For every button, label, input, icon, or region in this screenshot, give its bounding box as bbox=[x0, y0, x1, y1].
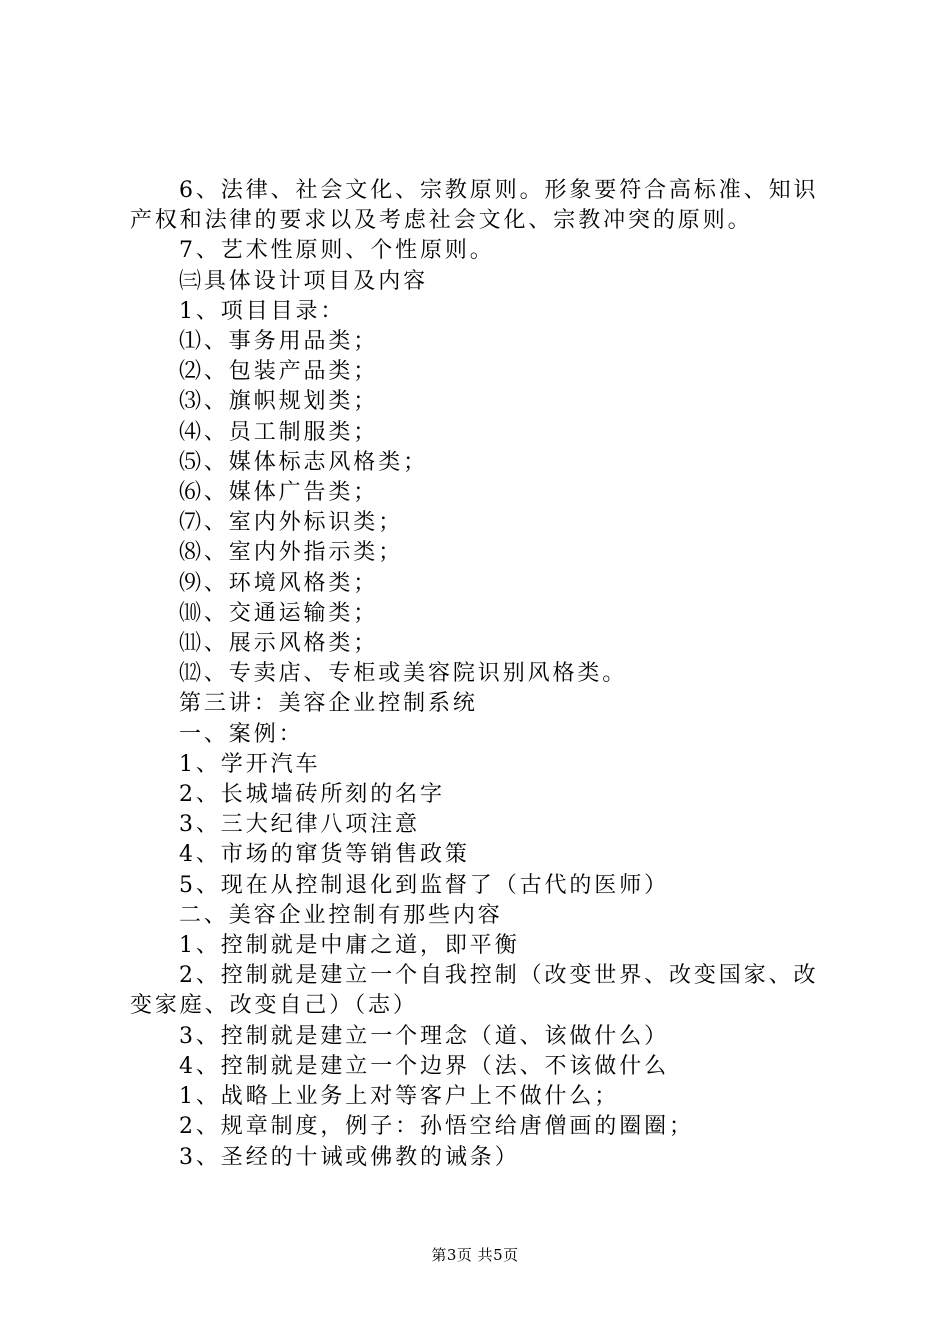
document-body bbox=[130, 176, 830, 1173]
paragraph: 二、美容企业控制有那些内容 bbox=[179, 902, 503, 928]
paragraph: 4、控制就是建立一个边界（法、不该做什么 bbox=[179, 1053, 669, 1079]
paragraph: ⑽、交通运输类； bbox=[179, 600, 379, 626]
paragraph: 5、现在从控制退化到监督了（古代的医师） bbox=[179, 872, 669, 898]
paragraph: 1、控制就是中庸之道，即平衡 bbox=[179, 933, 520, 959]
paragraph: 一、案例： bbox=[179, 721, 304, 747]
paragraph: 3、三大纪律八项注意 bbox=[179, 812, 420, 838]
paragraph: 1、战略上业务上对等客户上不做什么； bbox=[179, 1084, 620, 1110]
paragraph: ㈢具体设计项目及内容 bbox=[179, 268, 429, 294]
paragraph: 1、项目目录： bbox=[179, 298, 346, 324]
paragraph: ⑿、专卖店、专柜或美容院识别风格类。 bbox=[179, 661, 628, 687]
paragraph: ⑴、事务用品类； bbox=[179, 329, 379, 355]
page-footer: 第3页 共5页 bbox=[431, 1246, 519, 1264]
paragraph: 2、长城墙砖所刻的名字 bbox=[179, 782, 445, 808]
paragraph: 7、艺术性原则、个性原则。 bbox=[179, 238, 495, 264]
paragraph: ⑺、室内外标识类； bbox=[179, 510, 404, 536]
paragraph: 3、控制就是建立一个理念（道、该做什么） bbox=[179, 1023, 669, 1049]
paragraph: ⑵、包装产品类； bbox=[179, 359, 379, 385]
paragraph: ⑾、展示风格类； bbox=[179, 631, 379, 657]
paragraph: 2、控制就是建立一个自我控制（改变世界、改变国家、改变家庭、改变自己）（志） bbox=[130, 963, 819, 1019]
paragraph: 第三讲：美容企业控制系统 bbox=[179, 691, 478, 717]
paragraph: ⑼、环境风格类； bbox=[179, 570, 379, 596]
paragraph: 2、规章制度，例子：孙悟空给唐僧画的圈圈； bbox=[179, 1114, 694, 1140]
paragraph: 1、学开汽车 bbox=[179, 751, 321, 777]
paragraph: ⑷、员工制服类； bbox=[179, 419, 379, 445]
paragraph: ⑶、旗帜规划类； bbox=[179, 389, 379, 415]
paragraph: 3、圣经的十诫或佛教的诫条） bbox=[179, 1144, 520, 1170]
paragraph: ⑻、室内外指示类； bbox=[179, 540, 404, 566]
paragraph: 6、法律、社会文化、宗教原则。形象要符合高标准、知识产权和法律的要求以及考虑社会文化、宗教冲突的原则。 bbox=[130, 178, 819, 234]
paragraph: ⑸、媒体标志风格类； bbox=[179, 449, 429, 475]
paragraph: ⑹、媒体广告类； bbox=[179, 480, 379, 506]
paragraph: 4、市场的窜货等销售政策 bbox=[179, 842, 470, 868]
